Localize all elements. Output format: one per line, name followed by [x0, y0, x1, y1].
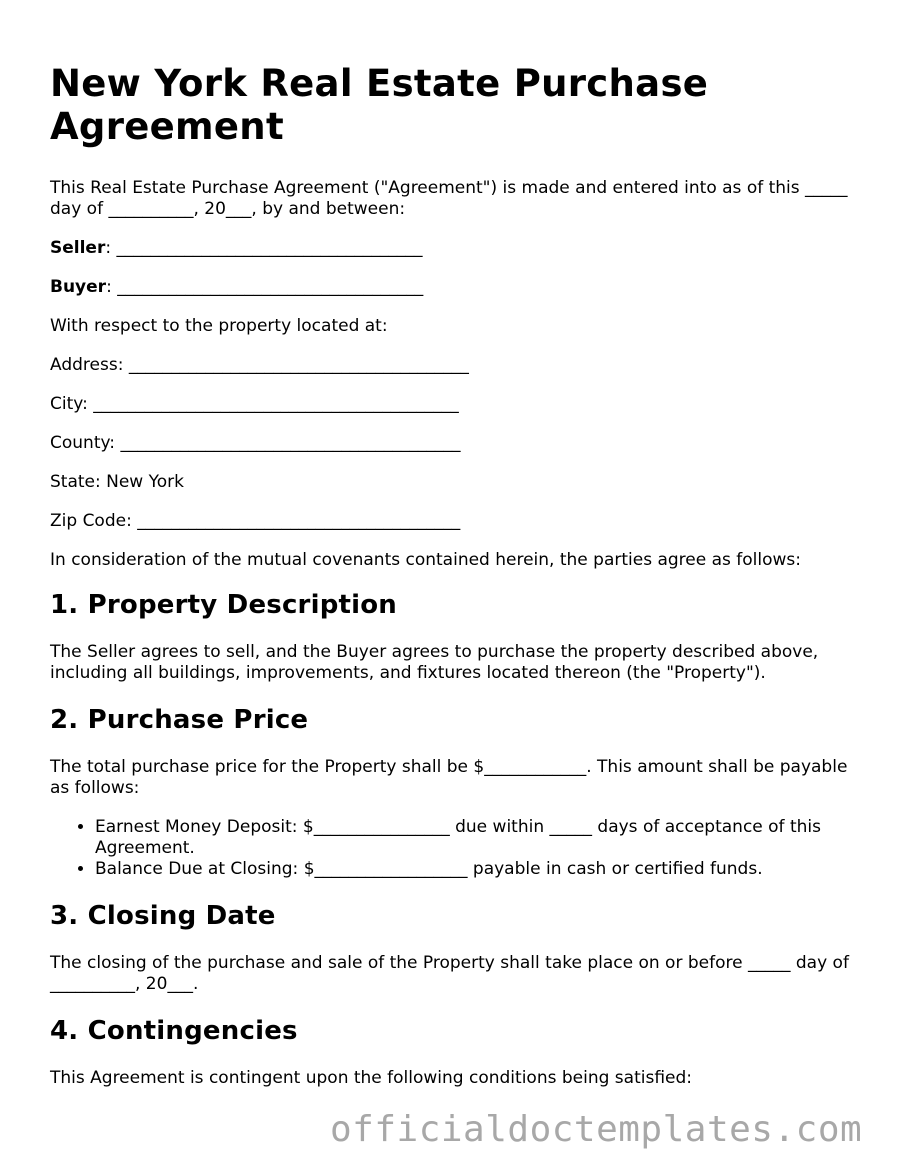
watermark: officialdoctemplates.com [330, 1109, 863, 1150]
zip-field: Zip Code: ______________________________________ [50, 511, 461, 531]
document-page [50, 62, 870, 1089]
section-heading-property-description: 1. Property Description [50, 590, 398, 620]
state-field: State: New York [50, 472, 184, 492]
section-text-property-description: The Seller agrees to sell, and the Buyer agrees to purchase the property described above, including all buildings, improvements, and fixtures located thereon (the "Property"). [50, 642, 819, 683]
list-item-balance-due: • Balance Due at Closing: $__________________ payable in cash or certified funds. [95, 859, 870, 880]
section-heading-closing-date: 3. Closing Date [50, 901, 276, 931]
buyer-blank: : ____________________________________ [106, 277, 424, 297]
intro-paragraph: This Real Estate Purchase Agreement ("Agreement") is made and entered into as of this _____ day of __________, 20___, by and between: [50, 178, 848, 219]
seller-field [50, 238, 870, 259]
county-field: County: ________________________________________ [50, 433, 461, 453]
buyer-field [50, 277, 870, 298]
buyer-label: Buyer [50, 277, 107, 297]
seller-blank: : ____________________________________ [105, 238, 423, 258]
address-field: Address: ________________________________________ [50, 355, 469, 375]
city-field: City: ___________________________________________ [50, 394, 459, 414]
consideration-paragraph: In consideration of the mutual covenants contained herein, the parties agree as follows: [50, 550, 802, 570]
section-heading-purchase-price: 2. Purchase Price [50, 705, 309, 735]
property-intro: With respect to the property located at: [50, 316, 388, 336]
payment-list [50, 817, 870, 880]
list-item-earnest-money: • Earnest Money Deposit: $________________ due within _____ days of acceptance of this Agreement. [95, 817, 870, 859]
document-title: New York Real Estate Purchase Agreement [50, 62, 709, 148]
section-text-purchase-price: The total purchase price for the Property shall be $____________. This amount shall be payable as follows: [50, 757, 848, 798]
section-text-contingencies: This Agreement is contingent upon the following conditions being satisfied: [50, 1068, 693, 1088]
section-heading-contingencies: 4. Contingencies [50, 1016, 298, 1046]
section-text-closing-date: The closing of the purchase and sale of the Property shall take place on or before _____ day of __________, 20___. [50, 953, 849, 994]
seller-label: Seller [50, 238, 106, 258]
